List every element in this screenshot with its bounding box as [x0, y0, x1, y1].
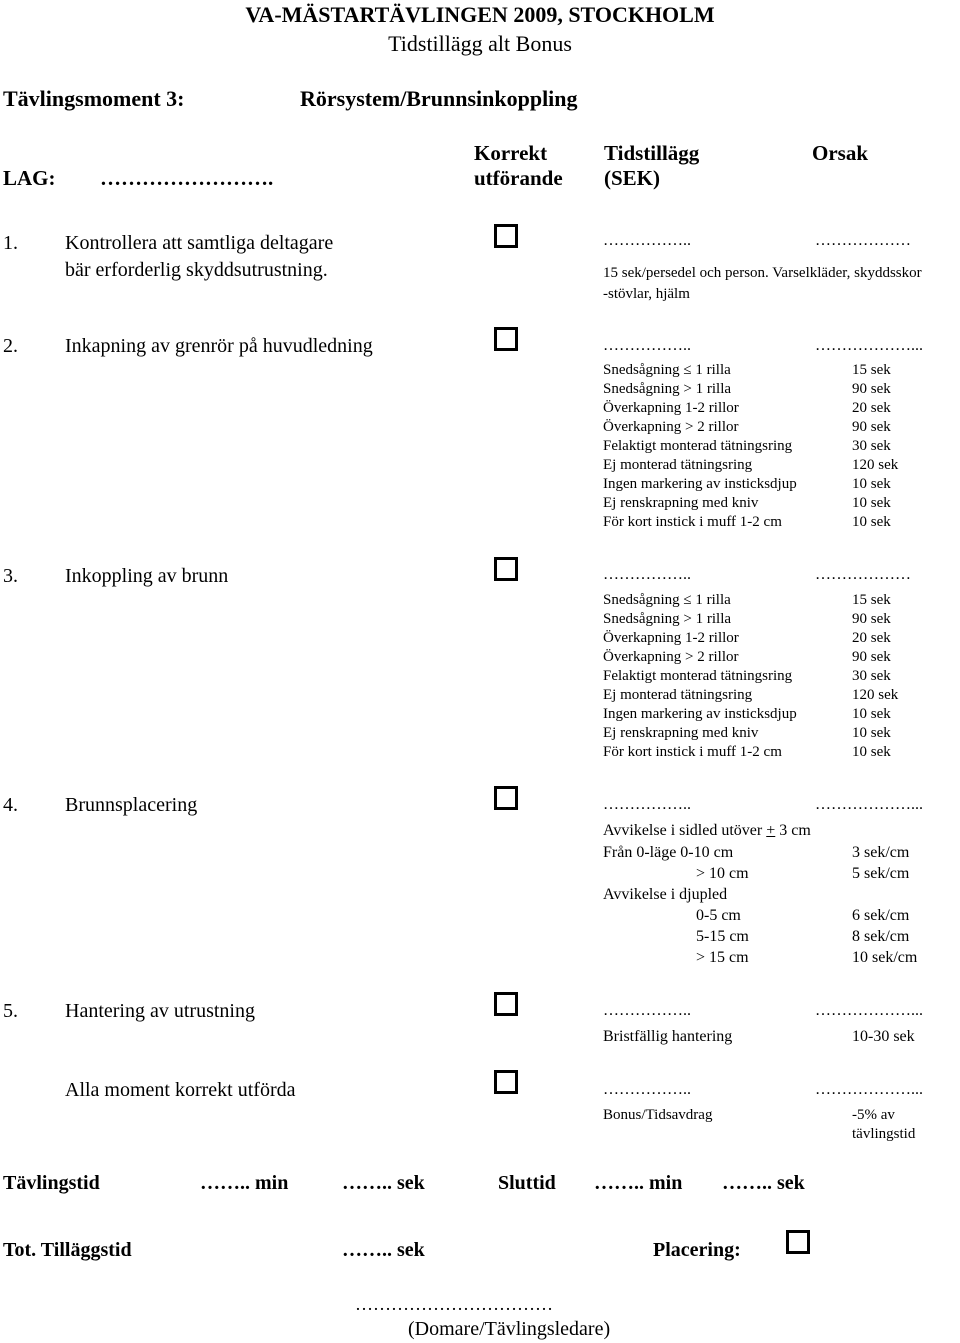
item-4-avvikelse-djupled: Avvikelse i djupled — [603, 886, 728, 903]
item-3-time-field[interactable]: …………….. — [603, 566, 691, 583]
item-3-penalty-value: 120 sek — [852, 687, 899, 703]
item-2-time-field[interactable]: …………….. — [603, 337, 691, 354]
all-correct-time-field[interactable]: …………….. — [603, 1081, 691, 1098]
item-2-penalty: Felaktigt monterad tätningsring — [603, 438, 793, 454]
item-3-penalty: Ej renskrapning med kniv — [603, 725, 759, 741]
lag-field[interactable]: ……………………. — [100, 166, 274, 190]
item-3-penalty-value: 90 sek — [852, 649, 891, 665]
item-2-penalty: Ej renskrapning med kniv — [603, 495, 759, 511]
item-4-avvikelse-sidled: Avvikelse i sidled utöver + 3 cm — [603, 822, 811, 839]
item-3-penalty-value: 20 sek — [852, 630, 891, 646]
item-5-label: Hantering av utrustning — [65, 1000, 255, 1022]
item-4-dgt15-value: 10 sek/cm — [852, 949, 918, 966]
item-3-penalty-value: 10 sek — [852, 706, 891, 722]
item-3-penalty-value: 90 sek — [852, 611, 891, 627]
item-3-penalty: Ingen markering av insticksdjup — [603, 706, 797, 722]
moment-label: Tävlingsmoment 3: — [3, 86, 185, 111]
col-korrekt-1: Korrekt — [474, 141, 548, 165]
tot-tillaggstid-sek-field[interactable]: …….. sek — [342, 1239, 425, 1261]
item-4-gt10: > 10 cm — [696, 865, 749, 882]
sluttid-label: Sluttid — [498, 1172, 556, 1194]
item-2-penalty-value: 30 sek — [852, 438, 891, 454]
document-title: VA-MÄSTARTÄVLINGEN 2009, STOCKHOLM — [245, 2, 715, 27]
document-subtitle: Tidstillägg alt Bonus — [388, 31, 572, 56]
item-3-label: Inkoppling av brunn — [65, 565, 229, 587]
item-1-label: Kontrollera att samtliga deltagare — [65, 232, 334, 254]
item-3-penalty: Överkapning > 2 rillor — [603, 649, 739, 665]
col-tillagg-1: Tidstillägg — [604, 141, 700, 165]
item-4-number: 4. — [3, 794, 18, 816]
all-correct-reason-field[interactable]: ………………... — [815, 1081, 923, 1098]
item-2-penalty-value: 10 sek — [852, 495, 891, 511]
item-2-penalty: Överkapning 1-2 rillor — [603, 400, 739, 416]
item-1-note: 15 sek/persedel och person. Varselkläder, skyddsskor — [603, 265, 922, 281]
col-korrekt-2: utförande — [474, 166, 563, 190]
all-correct-checkbox[interactable] — [494, 1070, 518, 1094]
item-3-reason-field[interactable]: ……………… — [815, 566, 911, 583]
moment-name: Rörsystem/Brunnsinkoppling — [300, 86, 578, 111]
item-2-label: Inkapning av grenrör på huvudledning — [65, 335, 373, 357]
bonus-value: -5% av — [852, 1107, 895, 1123]
item-4-d05: 0-5 cm — [696, 907, 741, 924]
item-2-number: 2. — [3, 335, 18, 357]
tavlingstid-label: Tävlingstid — [3, 1172, 100, 1194]
item-4-label: Brunnsplacering — [65, 794, 198, 816]
item-3-penalty-value: 10 sek — [852, 744, 891, 760]
item-4-checkbox[interactable] — [494, 786, 518, 810]
item-5-penalty-value: 10-30 sek — [852, 1028, 915, 1045]
item-5-reason-field[interactable]: ………………... — [815, 1002, 923, 1019]
item-3-penalty-value: 15 sek — [852, 592, 891, 608]
tavlingstid-sek-field[interactable]: …….. sek — [342, 1172, 425, 1194]
item-4-dgt15: > 15 cm — [696, 949, 749, 966]
item-1-number: 1. — [3, 232, 18, 254]
tot-tillaggstid-label: Tot. Tilläggstid — [3, 1239, 132, 1261]
item-4-fran-value: 3 sek/cm — [852, 844, 910, 861]
item-2-reason-field[interactable]: ………………... — [815, 337, 923, 354]
item-4-d05-value: 6 sek/cm — [852, 907, 910, 924]
all-correct-label: Alla moment korrekt utförda — [65, 1079, 296, 1101]
item-3-number: 3. — [3, 565, 18, 587]
item-1-reason-field[interactable]: ……………… — [815, 232, 911, 249]
item-4-fran: Från 0-läge 0-10 cm — [603, 844, 734, 861]
item-4-d515-value: 8 sek/cm — [852, 928, 910, 945]
col-tillagg-2: (SEK) — [604, 166, 661, 190]
item-4-time-field[interactable]: …………….. — [603, 796, 691, 813]
item-5-number: 5. — [3, 1000, 18, 1022]
item-3-penalty: Snedsågning > 1 rilla — [603, 611, 732, 627]
col-orsak: Orsak — [812, 141, 869, 165]
item-3-penalty-value: 30 sek — [852, 668, 891, 684]
tavlingstid-min-field[interactable]: …….. min — [200, 1172, 289, 1194]
item-2-penalty: Överkapning > 2 rillor — [603, 419, 739, 435]
bonus-value-2: tävlingstid — [852, 1126, 916, 1142]
item-3-penalty: Överkapning 1-2 rillor — [603, 630, 739, 646]
item-4-gt10-value: 5 sek/cm — [852, 865, 910, 882]
sluttid-sek-field[interactable]: …….. sek — [722, 1172, 805, 1194]
item-1-checkbox[interactable] — [494, 224, 518, 248]
item-2-penalty-value: 90 sek — [852, 419, 891, 435]
item-1-time-field[interactable]: …………….. — [603, 232, 691, 249]
placering-checkbox[interactable] — [786, 1230, 810, 1254]
lag-label: LAG: — [3, 166, 56, 190]
signature-label: (Domare/Tävlingsledare) — [408, 1318, 611, 1340]
placering-label: Placering: — [653, 1239, 741, 1261]
item-3-checkbox[interactable] — [494, 557, 518, 581]
item-2-penalty: Snedsågning ≤ 1 rilla — [603, 362, 731, 378]
item-2-penalty-value: 120 sek — [852, 457, 899, 473]
item-3-penalty: Snedsågning ≤ 1 rilla — [603, 592, 731, 608]
item-2-penalty-value: 10 sek — [852, 476, 891, 492]
sluttid-min-field[interactable]: …….. min — [594, 1172, 683, 1194]
item-2-penalty-value: 90 sek — [852, 381, 891, 397]
item-3-penalty: För kort instick i muff 1-2 cm — [603, 744, 782, 760]
signature-line[interactable]: …………………………… — [355, 1294, 553, 1314]
item-5-time-field[interactable]: …………….. — [603, 1002, 691, 1019]
item-4-d515: 5-15 cm — [696, 928, 749, 945]
item-3-penalty: Felaktigt monterad tätningsring — [603, 668, 793, 684]
bonus-label: Bonus/Tidsavdrag — [603, 1107, 713, 1123]
item-4-reason-field[interactable]: ………………... — [815, 796, 923, 813]
item-2-penalty-value: 20 sek — [852, 400, 891, 416]
item-2-penalty-value: 10 sek — [852, 514, 891, 530]
item-2-penalty: Ingen markering av insticksdjup — [603, 476, 797, 492]
item-2-penalty: Ej monterad tätningsring — [603, 457, 753, 473]
item-5-penalty: Bristfällig hantering — [603, 1028, 733, 1045]
item-5-checkbox[interactable] — [494, 992, 518, 1016]
item-3-penalty-value: 10 sek — [852, 725, 891, 741]
item-3-penalty: Ej monterad tätningsring — [603, 687, 753, 703]
item-1-label-2: bär erforderlig skyddsutrustning. — [65, 259, 328, 281]
item-2-checkbox[interactable] — [494, 327, 518, 351]
item-2-penalty: För kort instick i muff 1-2 cm — [603, 514, 782, 530]
item-2-penalty: Snedsågning > 1 rilla — [603, 381, 732, 397]
item-2-penalty-value: 15 sek — [852, 362, 891, 378]
item-1-note-2: -stövlar, hjälm — [603, 286, 690, 302]
